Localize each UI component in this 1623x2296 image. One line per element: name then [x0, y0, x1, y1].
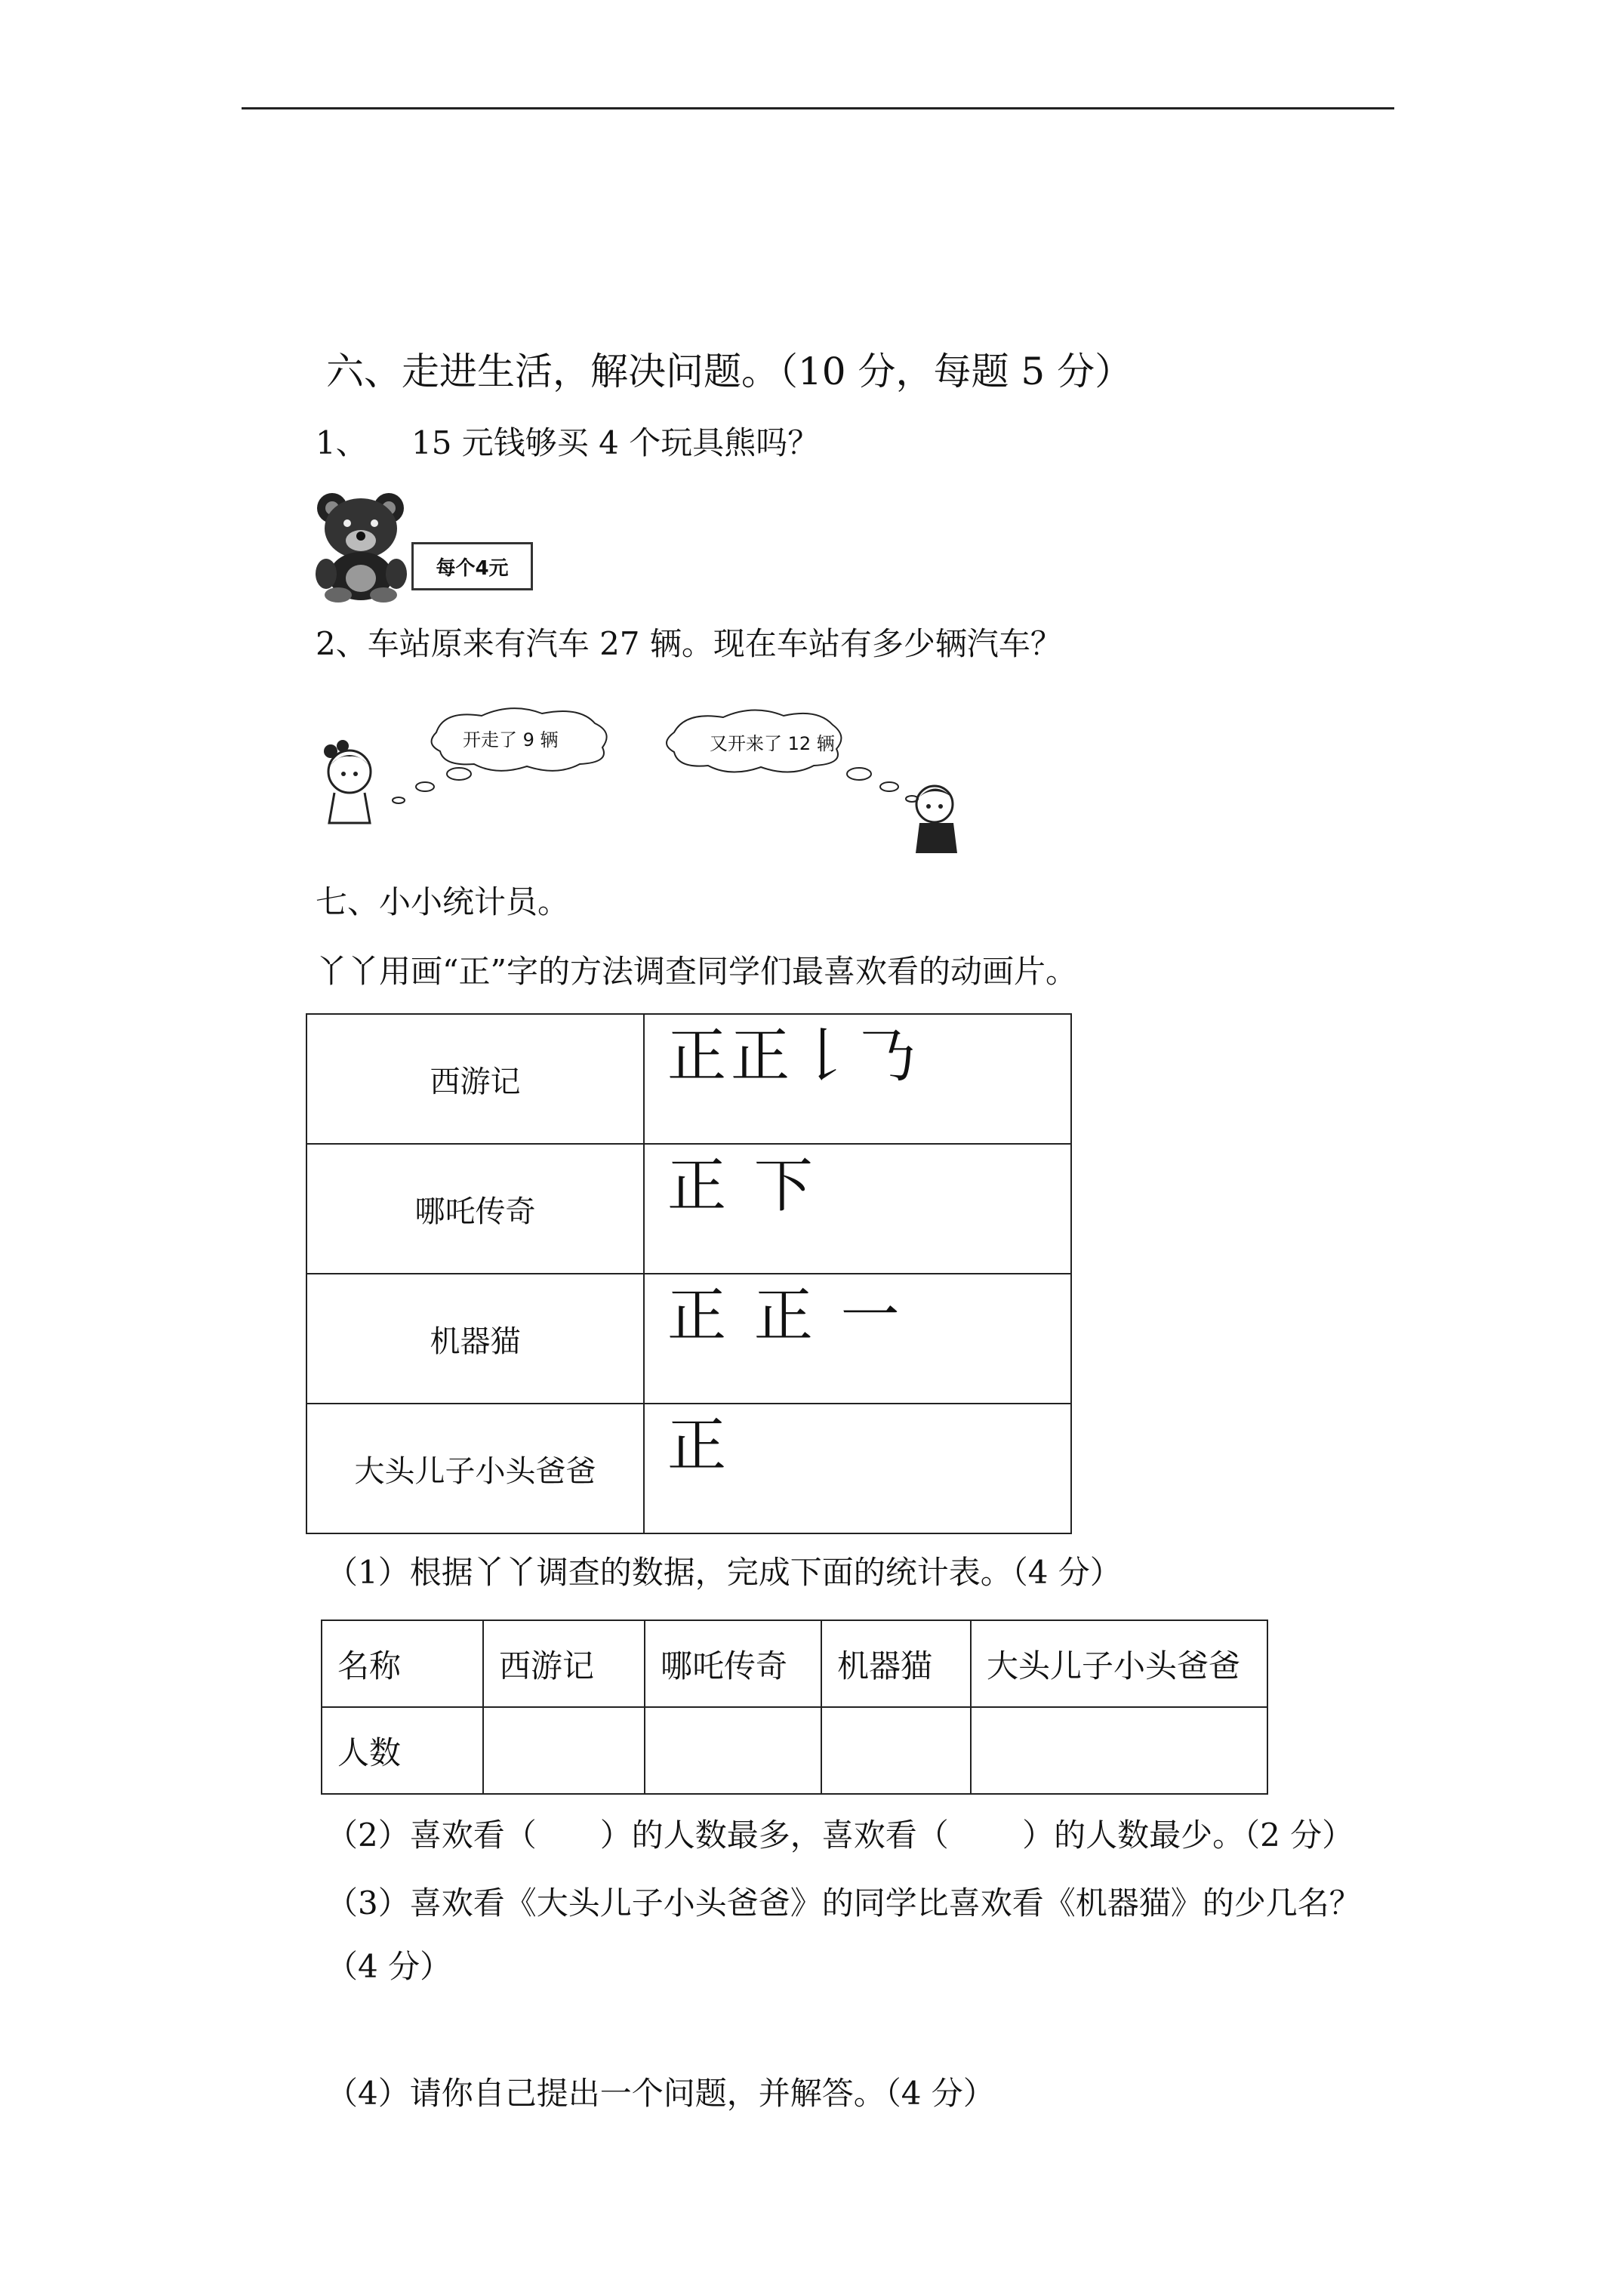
- price-tag-text: 每个4元: [436, 556, 509, 580]
- stats-header-cell: 名称: [322, 1620, 483, 1707]
- tally-table: [306, 1013, 1072, 1534]
- tally-marks: 正: [667, 1412, 731, 1480]
- section-6-title: 六、走进生活，解决问题。（10 分，每题 5 分）: [326, 350, 1133, 393]
- tally-name: 西游记: [306, 1014, 644, 1144]
- tally-cell: [644, 1014, 1071, 1144]
- stats-answer-cell[interactable]: [971, 1707, 1267, 1794]
- tally-marks: 正 下: [667, 1152, 818, 1220]
- thought-bubbles-illustration: [316, 702, 961, 857]
- tally-cell: [644, 1274, 1071, 1404]
- stats-count-row: [322, 1707, 1267, 1794]
- price-tag: [411, 542, 533, 590]
- stats-answer-cell[interactable]: [645, 1707, 821, 1794]
- question-7-4: （4）请你自己提出一个问题，并解答。（4 分）: [326, 2075, 995, 2112]
- section-7-intro: 丫丫用画“正”字的方法调查同学们最喜欢看的动画片。: [316, 953, 1077, 990]
- tally-row: [306, 1274, 1071, 1404]
- tally-row: [306, 1404, 1071, 1533]
- question-2-text: 2、车站原来有汽车 27 辆。现在车站有多少辆汽车？: [316, 625, 1062, 662]
- bubble-left-text: 开走了 9 辆: [463, 729, 559, 750]
- tally-row: [306, 1144, 1071, 1274]
- tally-marks: 正 正 一: [667, 1282, 904, 1350]
- bubble-right-text: 又开来了 12 辆: [710, 733, 835, 754]
- tally-name: 哪吒传奇: [306, 1144, 644, 1274]
- question-1-text: 15 元钱够买 4 个玩具熊吗？: [411, 424, 820, 461]
- girl-icon: [324, 740, 371, 823]
- tally-cell: [644, 1404, 1071, 1533]
- question-7-2: （2）喜欢看（ ）的人数最多，喜欢看（ ）的人数最少。（2 分）: [326, 1817, 1354, 1854]
- boy-icon: [916, 786, 957, 853]
- question-7-1: （1）根据丫丫调查的数据，完成下面的统计表。（4 分）: [326, 1554, 1122, 1591]
- tally-name: 大头儿子小头爸爸: [306, 1404, 644, 1533]
- stats-header-cell: 大头儿子小头爸爸: [971, 1620, 1267, 1707]
- stats-table: [321, 1620, 1268, 1795]
- stats-header-cell: 哪吒传奇: [645, 1620, 821, 1707]
- header-rule: [242, 107, 1394, 109]
- children-talking-picture: [316, 702, 961, 857]
- stats-row-label: 人数: [322, 1707, 483, 1794]
- tally-cell: [644, 1144, 1071, 1274]
- question-1-number: 1、: [316, 424, 368, 461]
- tally-row: [306, 1014, 1071, 1144]
- stats-answer-cell[interactable]: [821, 1707, 971, 1794]
- stats-header-cell: 西游记: [483, 1620, 645, 1707]
- question-7-3: （3）喜欢看《大头儿子小头爸爸》的同学比喜欢看《机器猫》的少几名？: [326, 1885, 1361, 1922]
- question-7-3-score: （4 分）: [326, 1948, 452, 1985]
- stats-answer-cell[interactable]: [483, 1707, 645, 1794]
- tally-marks: 正正𠄌𠄎: [667, 1022, 922, 1090]
- stats-header-row: [322, 1620, 1267, 1707]
- tally-name: 机器猫: [306, 1274, 644, 1404]
- stats-header-cell: 机器猫: [821, 1620, 971, 1707]
- section-7-title: 七、小小统计员。: [316, 883, 570, 920]
